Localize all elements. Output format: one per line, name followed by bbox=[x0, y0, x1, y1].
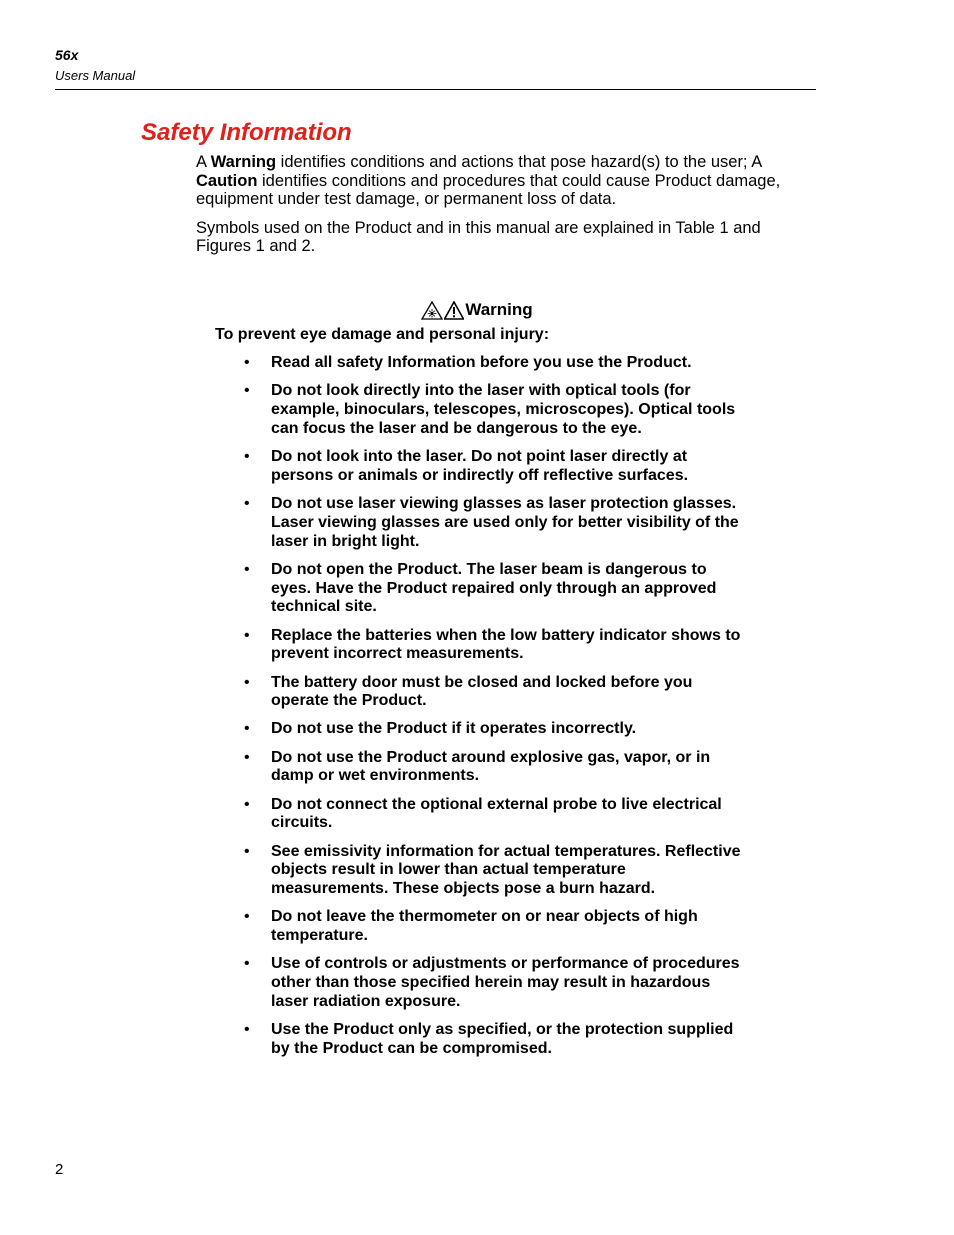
list-item: • See emissivity information for actual temperatures. Reflective objects result in lower than actual temperature measurements. These objects pose a burn hazard. bbox=[244, 842, 741, 898]
list-item: • Do not leave the thermometer on or near objects of high temperature. bbox=[244, 908, 698, 945]
section-title: Safety Information bbox=[141, 119, 352, 146]
running-header-subtitle: Users Manual bbox=[55, 68, 136, 83]
bullet-marker: • bbox=[244, 908, 250, 926]
warning-lead: To prevent eye damage and personal injury: bbox=[215, 326, 550, 343]
list-item: • Do not use the Product if it operates incorrectly. bbox=[244, 720, 637, 738]
bullet-marker: • bbox=[244, 626, 250, 644]
warning-triangle-icon bbox=[444, 301, 464, 320]
list-item: • Do not look into the laser. Do not point laser directly at persons or animals or indirectly off reflective surfaces. bbox=[244, 447, 689, 484]
bullet-marker: • bbox=[244, 795, 250, 813]
list-item: • Do not use laser viewing glasses as laser protection glasses. Laser viewing glasses are used only for better visibility of the laser in bright light. bbox=[244, 494, 739, 550]
list-item: • Replace the batteries when the low battery indicator shows to prevent incorrect measurements. bbox=[244, 626, 741, 663]
bullet-marker: • bbox=[244, 1021, 250, 1039]
warning-heading-text: Warning bbox=[465, 300, 533, 319]
list-item: • Do not use the Product around explosive gas, vapor, or in damp or wet environments. bbox=[244, 748, 711, 785]
laser-warning-icon bbox=[421, 301, 443, 320]
list-item: • Use the Product only as specified, or the protection supplied by the Product can be compromised. bbox=[244, 1021, 734, 1057]
bullet-marker: • bbox=[244, 720, 250, 738]
caution-term: Caution bbox=[196, 171, 258, 190]
list-item: • Read all safety Information before you use the Product. bbox=[244, 354, 692, 371]
bullet-marker: • bbox=[244, 673, 250, 691]
header-rule bbox=[55, 89, 816, 90]
bullet-marker: • bbox=[244, 382, 250, 400]
list-item: • Do not open the Product. The laser beam is dangerous to eyes. Have the Product repaired only through an approved technical site. bbox=[244, 560, 717, 616]
bullet-marker: • bbox=[244, 354, 250, 371]
bullet-marker: • bbox=[244, 955, 250, 973]
bullet-marker: • bbox=[244, 748, 250, 766]
bullet-marker: • bbox=[244, 842, 250, 860]
intro-text bbox=[196, 153, 816, 266]
bullet-marker: • bbox=[244, 560, 250, 578]
warning-heading bbox=[0, 300, 954, 325]
bullet-marker: • bbox=[244, 494, 250, 512]
running-header-model: 56x bbox=[55, 47, 79, 63]
page-number: 2 bbox=[55, 1161, 64, 1178]
intro-paragraph-1: A Warning identifies conditions and actions that pose hazard(s) to the user; A Caution identifies conditions and procedures that could cause Product damage, equipment under test damage, or permanent loss of data. bbox=[196, 153, 781, 208]
list-item: • Do not look directly into the laser with optical tools (for example, binoculars, telescopes, microscopes). Optical tools can focus the laser and be dangerous to the eye. bbox=[244, 382, 736, 437]
warning-list bbox=[244, 354, 744, 1068]
intro-paragraph-2: Symbols used on the Product and in this manual are explained in Table 1 and Figures 1 and 2. bbox=[196, 218, 761, 255]
list-item: • The battery door must be closed and locked before you operate the Product. bbox=[244, 673, 693, 710]
bullet-marker: • bbox=[244, 447, 250, 465]
warning-term: Warning bbox=[210, 153, 277, 171]
list-item: • Do not connect the optional external probe to live electrical circuits. bbox=[244, 795, 722, 832]
list-item: • Use of controls or adjustments or performance of procedures other than those specified herein may result in hazardous laser radiation exposure. bbox=[244, 955, 740, 1010]
